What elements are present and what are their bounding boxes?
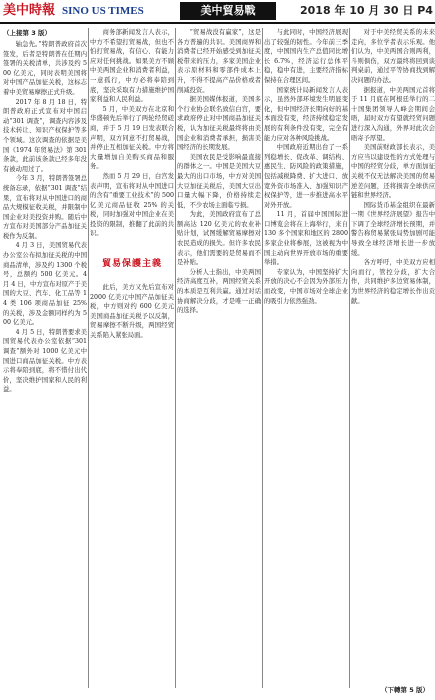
paragraph: 分析人士指出，中美两国经济高度互补，两国经贸关系的本质是互利共赢。通过对话协商解决分歧，才是唯一正确的选择。 <box>177 268 261 315</box>
newspaper-logo-chinese: 美中時報 <box>3 3 56 18</box>
paragraph: “贸易战没有赢家”，这是各方普遍的共识。美国商界和消费者已经开始感受到加征关税带来的压力，多家美国企业表示原材料和零部件成本上升，不得不提高产品价格或者削减投资。 <box>177 29 261 94</box>
paragraph: 然而 5 月 29 日，白宫发表声明，宣布将对从中国进口的含有“重要工业技术”的 500 亿美元商品征收 25% 的关税，同时加强对中国企业在美投资的限制，推翻了此前的共识。 <box>90 172 174 238</box>
subheading-text: 貿易保護主義 <box>101 259 162 270</box>
paragraph: 据美国媒体报道，美国多个行业协会联名致信白宫，要求政府停止对中国商品加征关税，认为加征关税最终将由美国企业和消费者承担，损害美国经济的长期发展。 <box>177 96 261 152</box>
paragraph: 4 月 3 日，美国贸易代表办公室公布拟加征关税的中国商品清单，涉及约 1300 个税号，总额约 500 亿美元。4 月 4 日，中方宣布对原产于美国的大豆、汽车、化工品等 14 类 106 项商品加征 25% 的关税，涉及金额同样约为 500 亿美元。 <box>3 242 87 327</box>
paragraph: 国家统计局新闻发言人表示，虽然外部环境发生明显变化，但中国经济长期向好的基本面没有变，经济持续稳定发展的有利条件没有变，完全有能力应对各种风险挑战。 <box>264 86 348 142</box>
article-column-4 <box>264 28 348 680</box>
paragraph: 轴急先。”特朗普政府首次签发，后者是特朗普在任期内签署的关税清单，共涉及约 500 亿美元，同时表明美国将对中国产品加征关税，这标志着中美贸易摩擦正式升级。 <box>3 41 87 96</box>
continued-on-tag: （下轉第 5 版） <box>380 686 429 694</box>
paragraph: 国际货币基金组织在最新一期《世界经济展望》报告中下调了全球经济增长预期，并警告称贸易紧张局势加剧可能导致全球经济增长进一步放缓。 <box>351 201 435 257</box>
column-divider <box>262 28 263 688</box>
issue-date-and-page <box>300 2 432 20</box>
paragraph: 今年 3 月，特朗普签署总统备忘录，依据“301 调查”结果，宣布将对从中国进口的商品大规模征收关税，并限制中国企业对美投资并购。随后中方宣布对美国部分产品加征关税作为反制。 <box>3 175 87 240</box>
paragraph: 对于中美经贸关系的未来走向，多位学者表示乐观。他们认为，中美两国合则两利，斗则俱伤，双方最终将回到谈判桌前，通过平等协商找到解决问题的办法。 <box>351 29 435 84</box>
column-text <box>90 28 174 239</box>
article-column-2 <box>90 28 174 680</box>
paragraph: 与此同时，中国经济展现出了较强的韧性。今年前三季度，中国国内生产总值同比增长 6.7%，经济运行总体平稳，稳中有进，主要经济指标保持在合理区间。 <box>264 29 348 84</box>
column-text <box>264 28 348 306</box>
article-column-1 <box>3 28 87 680</box>
paragraph: 据报道，中美两国元首将于 11 月底在阿根廷举行的二十国集团领导人峰会期间会晤，届时双方有望就经贸问题进行深入沟通，外界对此次会晤寄予厚望。 <box>351 86 435 142</box>
paragraph: 各方呼吁，中美双方应相向而行，管控分歧，扩大合作，共同维护多边贸易体制，为世界经济的稳定增长作出贡献。 <box>351 259 435 305</box>
masthead <box>0 0 435 22</box>
paragraph: 为此，美国政府宣布了总额高达 120 亿美元的农业补贴计划，试图缓解贸易摩擦对农民造成的损失。但许多农民表示，他们需要的是贸易而不是补贴。 <box>177 211 261 267</box>
column-text <box>351 28 435 306</box>
column-text <box>3 40 87 395</box>
article-column-3 <box>177 28 261 680</box>
paragraph: 此后，美方又先后宣布对 2000 亿美元中国产品加征关税，中方则对约 600 亿美元美国商品加征关税予以反制，贸易摩擦不断升级，两国经贸关系陷入紧张局面。 <box>90 284 174 340</box>
page-number: P4 <box>417 4 433 17</box>
column-divider <box>88 28 89 688</box>
column-divider <box>349 28 350 688</box>
column-text <box>90 283 174 341</box>
paragraph: 11 月，首届中国国际进口博览会将在上海举行，来自 130 多个国家和地区的 2800 多家企业将参展，这被视为中国主动向世界开放市场的重要举措。 <box>264 211 348 267</box>
paragraph: 中国政府近期出台了一系列稳增长、促改革、调结构、惠民生、防风险的政策措施，包括减税降费、扩大进口、放宽外资市场准入、加强知识产权保护等，进一步推进高水平对外开放。 <box>264 144 348 209</box>
article-column-5 <box>351 28 435 680</box>
paragraph: 专家认为，中国坚持扩大开放的决心不会因为外部压力而改变，中国市场对全球企业的吸引力依然强劲。 <box>264 268 348 305</box>
column-divider <box>175 28 176 688</box>
issue-date: 2018 年 10 月 30 日 <box>300 4 414 17</box>
section-subheading <box>90 251 174 271</box>
paragraph: 美国农民是受影响最直接的群体之一。中国是美国大豆最大的出口市场，中方对美国大豆加征关税后，美国大豆出口量大幅下降，价格持续走低，不少农场主面临亏损。 <box>177 153 261 209</box>
column-text <box>177 28 261 316</box>
paragraph: 美国前财政部长表示，美方应当以建设性的方式处理与中国的经贸分歧，单方面加征关税不仅无法解决美国的贸易逆差问题，还将损害全球供应链和世界经济。 <box>351 144 435 200</box>
paragraph: 2017 年 8 月 18 日，特朗普政府正式宣布对中国启动“301 调查”，调查内容涉及技术转让、知识产权保护等多个领域。这次调查的依据是美国《1974 年贸易法》第 301 条款，此前该条款已经多年没有被动用过了。 <box>3 98 87 173</box>
paragraph: 商务部新闻发言人表示，中方不希望打贸易战，但也不怕打贸易战，有信心、有能力应对任何挑战。如果美方不顾中美两国企业和消费者利益，一意孤行，中方必将奉陪到底，坚决采取有力措施维护国家利益和人民利益。 <box>90 29 174 104</box>
newspaper-logo-english: SINO US TIMES <box>62 5 144 17</box>
masthead-rule <box>0 22 435 24</box>
continued-from-tag: （上接第 3 版） <box>3 29 52 37</box>
paragraph: 4 月 5 日，特朗普要求美国贸易代表办公室依据“301 调查”额外对 1000 亿美元中国进口商品加征关税。中方表示将奉陪到底，将不惜付出代价，坚决维护国家和人民的利益。 <box>3 328 87 394</box>
section-title: 美中貿易戰 <box>180 2 276 20</box>
paragraph: 5 月，中美双方在北京和华盛顿先后举行了两轮经贸磋商，并于 5 月 19 日发表联合声明，双方同意不打贸易战，并停止互相加征关税。中方将大量增加自美购买商品和服务。 <box>90 105 174 171</box>
